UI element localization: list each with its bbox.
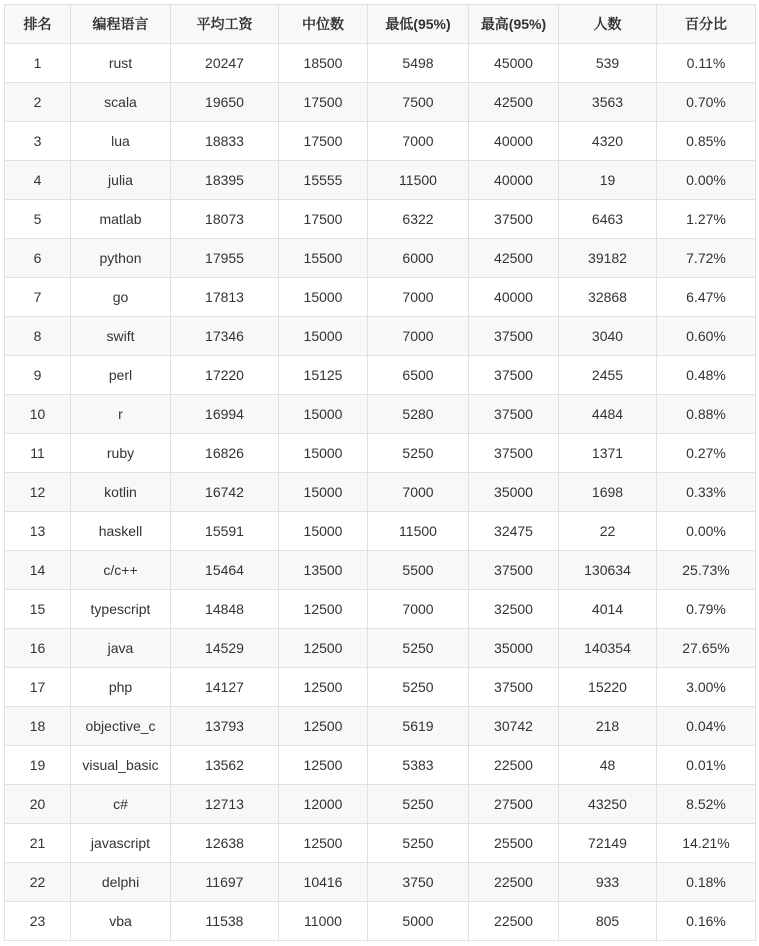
cell-median: 13500 <box>279 551 368 590</box>
table-row <box>5 785 756 824</box>
cell-max-95: 22500 <box>469 746 559 785</box>
cell-count: 933 <box>559 863 657 902</box>
cell-avg-salary: 17955 <box>171 239 279 278</box>
cell-max-95: 32500 <box>469 590 559 629</box>
cell-language: perl <box>71 356 171 395</box>
cell-rank: 1 <box>5 44 71 83</box>
cell-language: lua <box>71 122 171 161</box>
cell-language: julia <box>71 161 171 200</box>
cell-avg-salary: 18833 <box>171 122 279 161</box>
cell-median: 15125 <box>279 356 368 395</box>
cell-median: 11000 <box>279 902 368 941</box>
table-row <box>5 863 756 902</box>
cell-rank: 17 <box>5 668 71 707</box>
cell-avg-salary: 15591 <box>171 512 279 551</box>
cell-avg-salary: 14127 <box>171 668 279 707</box>
cell-rank: 16 <box>5 629 71 668</box>
cell-percent: 0.79% <box>657 590 756 629</box>
cell-count: 32868 <box>559 278 657 317</box>
cell-max-95: 30742 <box>469 707 559 746</box>
salary-table <box>4 4 756 941</box>
cell-median: 15000 <box>279 278 368 317</box>
cell-language: objective_c <box>71 707 171 746</box>
cell-min-95: 5250 <box>368 668 469 707</box>
cell-max-95: 25500 <box>469 824 559 863</box>
cell-percent: 0.27% <box>657 434 756 473</box>
cell-count: 15220 <box>559 668 657 707</box>
cell-min-95: 5383 <box>368 746 469 785</box>
cell-rank: 8 <box>5 317 71 356</box>
table-row <box>5 590 756 629</box>
cell-avg-salary: 14848 <box>171 590 279 629</box>
cell-max-95: 37500 <box>469 551 559 590</box>
table-row <box>5 83 756 122</box>
cell-median: 15000 <box>279 512 368 551</box>
cell-rank: 22 <box>5 863 71 902</box>
cell-median: 12000 <box>279 785 368 824</box>
cell-max-95: 37500 <box>469 317 559 356</box>
cell-percent: 0.60% <box>657 317 756 356</box>
cell-max-95: 42500 <box>469 83 559 122</box>
cell-language: haskell <box>71 512 171 551</box>
column-header-median: 中位数 <box>279 5 368 44</box>
cell-avg-salary: 11538 <box>171 902 279 941</box>
cell-avg-salary: 17346 <box>171 317 279 356</box>
cell-median: 12500 <box>279 746 368 785</box>
table-header <box>5 5 756 44</box>
cell-max-95: 42500 <box>469 239 559 278</box>
cell-count: 805 <box>559 902 657 941</box>
table-row <box>5 44 756 83</box>
cell-median: 12500 <box>279 707 368 746</box>
cell-max-95: 35000 <box>469 629 559 668</box>
cell-percent: 14.21% <box>657 824 756 863</box>
table-row <box>5 239 756 278</box>
cell-max-95: 37500 <box>469 395 559 434</box>
cell-language: java <box>71 629 171 668</box>
cell-min-95: 5250 <box>368 629 469 668</box>
cell-count: 539 <box>559 44 657 83</box>
cell-language: swift <box>71 317 171 356</box>
cell-median: 12500 <box>279 824 368 863</box>
cell-percent: 25.73% <box>657 551 756 590</box>
cell-language: php <box>71 668 171 707</box>
cell-language: c/c++ <box>71 551 171 590</box>
cell-min-95: 11500 <box>368 161 469 200</box>
cell-count: 130634 <box>559 551 657 590</box>
cell-avg-salary: 17813 <box>171 278 279 317</box>
column-header-count: 人数 <box>559 5 657 44</box>
cell-percent: 27.65% <box>657 629 756 668</box>
table-row <box>5 629 756 668</box>
cell-max-95: 27500 <box>469 785 559 824</box>
cell-percent: 0.11% <box>657 44 756 83</box>
table-row <box>5 317 756 356</box>
cell-percent: 8.52% <box>657 785 756 824</box>
cell-median: 18500 <box>279 44 368 83</box>
column-header-max-95: 最高(95%) <box>469 5 559 44</box>
table-row <box>5 122 756 161</box>
cell-rank: 3 <box>5 122 71 161</box>
cell-rank: 6 <box>5 239 71 278</box>
table-row <box>5 200 756 239</box>
cell-count: 4320 <box>559 122 657 161</box>
cell-min-95: 3750 <box>368 863 469 902</box>
cell-avg-salary: 13562 <box>171 746 279 785</box>
cell-max-95: 37500 <box>469 434 559 473</box>
cell-min-95: 5498 <box>368 44 469 83</box>
cell-min-95: 7000 <box>368 473 469 512</box>
cell-language: kotlin <box>71 473 171 512</box>
cell-median: 15555 <box>279 161 368 200</box>
cell-min-95: 7500 <box>368 83 469 122</box>
cell-avg-salary: 12638 <box>171 824 279 863</box>
cell-max-95: 37500 <box>469 668 559 707</box>
cell-percent: 0.01% <box>657 746 756 785</box>
table-row <box>5 512 756 551</box>
cell-count: 2455 <box>559 356 657 395</box>
cell-language: ruby <box>71 434 171 473</box>
cell-rank: 10 <box>5 395 71 434</box>
cell-max-95: 22500 <box>469 902 559 941</box>
cell-rank: 20 <box>5 785 71 824</box>
cell-max-95: 40000 <box>469 122 559 161</box>
cell-avg-salary: 18395 <box>171 161 279 200</box>
cell-language: c# <box>71 785 171 824</box>
cell-language: delphi <box>71 863 171 902</box>
cell-count: 19 <box>559 161 657 200</box>
cell-rank: 23 <box>5 902 71 941</box>
cell-min-95: 6322 <box>368 200 469 239</box>
cell-rank: 5 <box>5 200 71 239</box>
table-row <box>5 278 756 317</box>
cell-avg-salary: 14529 <box>171 629 279 668</box>
cell-median: 17500 <box>279 200 368 239</box>
cell-percent: 0.18% <box>657 863 756 902</box>
cell-avg-salary: 16742 <box>171 473 279 512</box>
cell-max-95: 37500 <box>469 200 559 239</box>
cell-rank: 18 <box>5 707 71 746</box>
cell-min-95: 5250 <box>368 824 469 863</box>
table-row <box>5 473 756 512</box>
cell-avg-salary: 16826 <box>171 434 279 473</box>
column-header-min-95: 最低(95%) <box>368 5 469 44</box>
cell-min-95: 7000 <box>368 278 469 317</box>
cell-median: 15000 <box>279 395 368 434</box>
cell-count: 140354 <box>559 629 657 668</box>
cell-min-95: 5000 <box>368 902 469 941</box>
cell-rank: 2 <box>5 83 71 122</box>
cell-language: javascript <box>71 824 171 863</box>
cell-avg-salary: 13793 <box>171 707 279 746</box>
column-header-percent: 百分比 <box>657 5 756 44</box>
cell-max-95: 45000 <box>469 44 559 83</box>
cell-percent: 1.27% <box>657 200 756 239</box>
cell-avg-salary: 20247 <box>171 44 279 83</box>
table-body <box>5 44 756 941</box>
cell-rank: 12 <box>5 473 71 512</box>
cell-rank: 14 <box>5 551 71 590</box>
cell-min-95: 5619 <box>368 707 469 746</box>
cell-min-95: 6000 <box>368 239 469 278</box>
cell-percent: 3.00% <box>657 668 756 707</box>
cell-avg-salary: 17220 <box>171 356 279 395</box>
header-row <box>5 5 756 44</box>
cell-avg-salary: 18073 <box>171 200 279 239</box>
cell-max-95: 37500 <box>469 356 559 395</box>
cell-min-95: 5250 <box>368 785 469 824</box>
cell-language: rust <box>71 44 171 83</box>
table-row <box>5 434 756 473</box>
cell-language: scala <box>71 83 171 122</box>
cell-median: 15000 <box>279 317 368 356</box>
cell-count: 1698 <box>559 473 657 512</box>
table-row <box>5 707 756 746</box>
cell-count: 22 <box>559 512 657 551</box>
cell-language: vba <box>71 902 171 941</box>
cell-avg-salary: 16994 <box>171 395 279 434</box>
cell-count: 1371 <box>559 434 657 473</box>
table-row <box>5 551 756 590</box>
cell-count: 4484 <box>559 395 657 434</box>
cell-language: typescript <box>71 590 171 629</box>
cell-median: 10416 <box>279 863 368 902</box>
cell-count: 218 <box>559 707 657 746</box>
cell-count: 6463 <box>559 200 657 239</box>
table-row <box>5 395 756 434</box>
cell-percent: 0.16% <box>657 902 756 941</box>
cell-count: 3563 <box>559 83 657 122</box>
cell-count: 43250 <box>559 785 657 824</box>
cell-rank: 15 <box>5 590 71 629</box>
cell-median: 17500 <box>279 122 368 161</box>
cell-percent: 0.33% <box>657 473 756 512</box>
cell-language: visual_basic <box>71 746 171 785</box>
cell-rank: 11 <box>5 434 71 473</box>
cell-median: 15000 <box>279 473 368 512</box>
cell-language: python <box>71 239 171 278</box>
cell-percent: 7.72% <box>657 239 756 278</box>
cell-percent: 0.88% <box>657 395 756 434</box>
cell-median: 17500 <box>279 83 368 122</box>
cell-median: 15500 <box>279 239 368 278</box>
cell-median: 15000 <box>279 434 368 473</box>
cell-rank: 4 <box>5 161 71 200</box>
cell-rank: 21 <box>5 824 71 863</box>
cell-count: 48 <box>559 746 657 785</box>
cell-language: matlab <box>71 200 171 239</box>
table-row <box>5 902 756 941</box>
cell-avg-salary: 11697 <box>171 863 279 902</box>
table-row <box>5 356 756 395</box>
cell-count: 3040 <box>559 317 657 356</box>
cell-min-95: 7000 <box>368 122 469 161</box>
cell-avg-salary: 12713 <box>171 785 279 824</box>
table-row <box>5 668 756 707</box>
cell-count: 39182 <box>559 239 657 278</box>
cell-min-95: 5500 <box>368 551 469 590</box>
cell-max-95: 40000 <box>469 161 559 200</box>
cell-percent: 0.85% <box>657 122 756 161</box>
cell-min-95: 5280 <box>368 395 469 434</box>
cell-language: go <box>71 278 171 317</box>
cell-min-95: 5250 <box>368 434 469 473</box>
cell-max-95: 35000 <box>469 473 559 512</box>
cell-rank: 13 <box>5 512 71 551</box>
cell-avg-salary: 15464 <box>171 551 279 590</box>
cell-percent: 6.47% <box>657 278 756 317</box>
table-row <box>5 746 756 785</box>
cell-max-95: 40000 <box>469 278 559 317</box>
cell-avg-salary: 19650 <box>171 83 279 122</box>
cell-rank: 19 <box>5 746 71 785</box>
cell-min-95: 11500 <box>368 512 469 551</box>
cell-median: 12500 <box>279 668 368 707</box>
cell-median: 12500 <box>279 629 368 668</box>
table-row <box>5 161 756 200</box>
cell-min-95: 7000 <box>368 317 469 356</box>
table-row <box>5 824 756 863</box>
cell-percent: 0.48% <box>657 356 756 395</box>
cell-percent: 0.00% <box>657 161 756 200</box>
column-header-avg-salary: 平均工资 <box>171 5 279 44</box>
cell-percent: 0.04% <box>657 707 756 746</box>
column-header-rank: 排名 <box>5 5 71 44</box>
cell-percent: 0.70% <box>657 83 756 122</box>
cell-max-95: 32475 <box>469 512 559 551</box>
column-header-language: 编程语言 <box>71 5 171 44</box>
cell-min-95: 6500 <box>368 356 469 395</box>
cell-max-95: 22500 <box>469 863 559 902</box>
cell-count: 4014 <box>559 590 657 629</box>
cell-percent: 0.00% <box>657 512 756 551</box>
cell-rank: 9 <box>5 356 71 395</box>
cell-min-95: 7000 <box>368 590 469 629</box>
cell-median: 12500 <box>279 590 368 629</box>
cell-language: r <box>71 395 171 434</box>
cell-rank: 7 <box>5 278 71 317</box>
cell-count: 72149 <box>559 824 657 863</box>
